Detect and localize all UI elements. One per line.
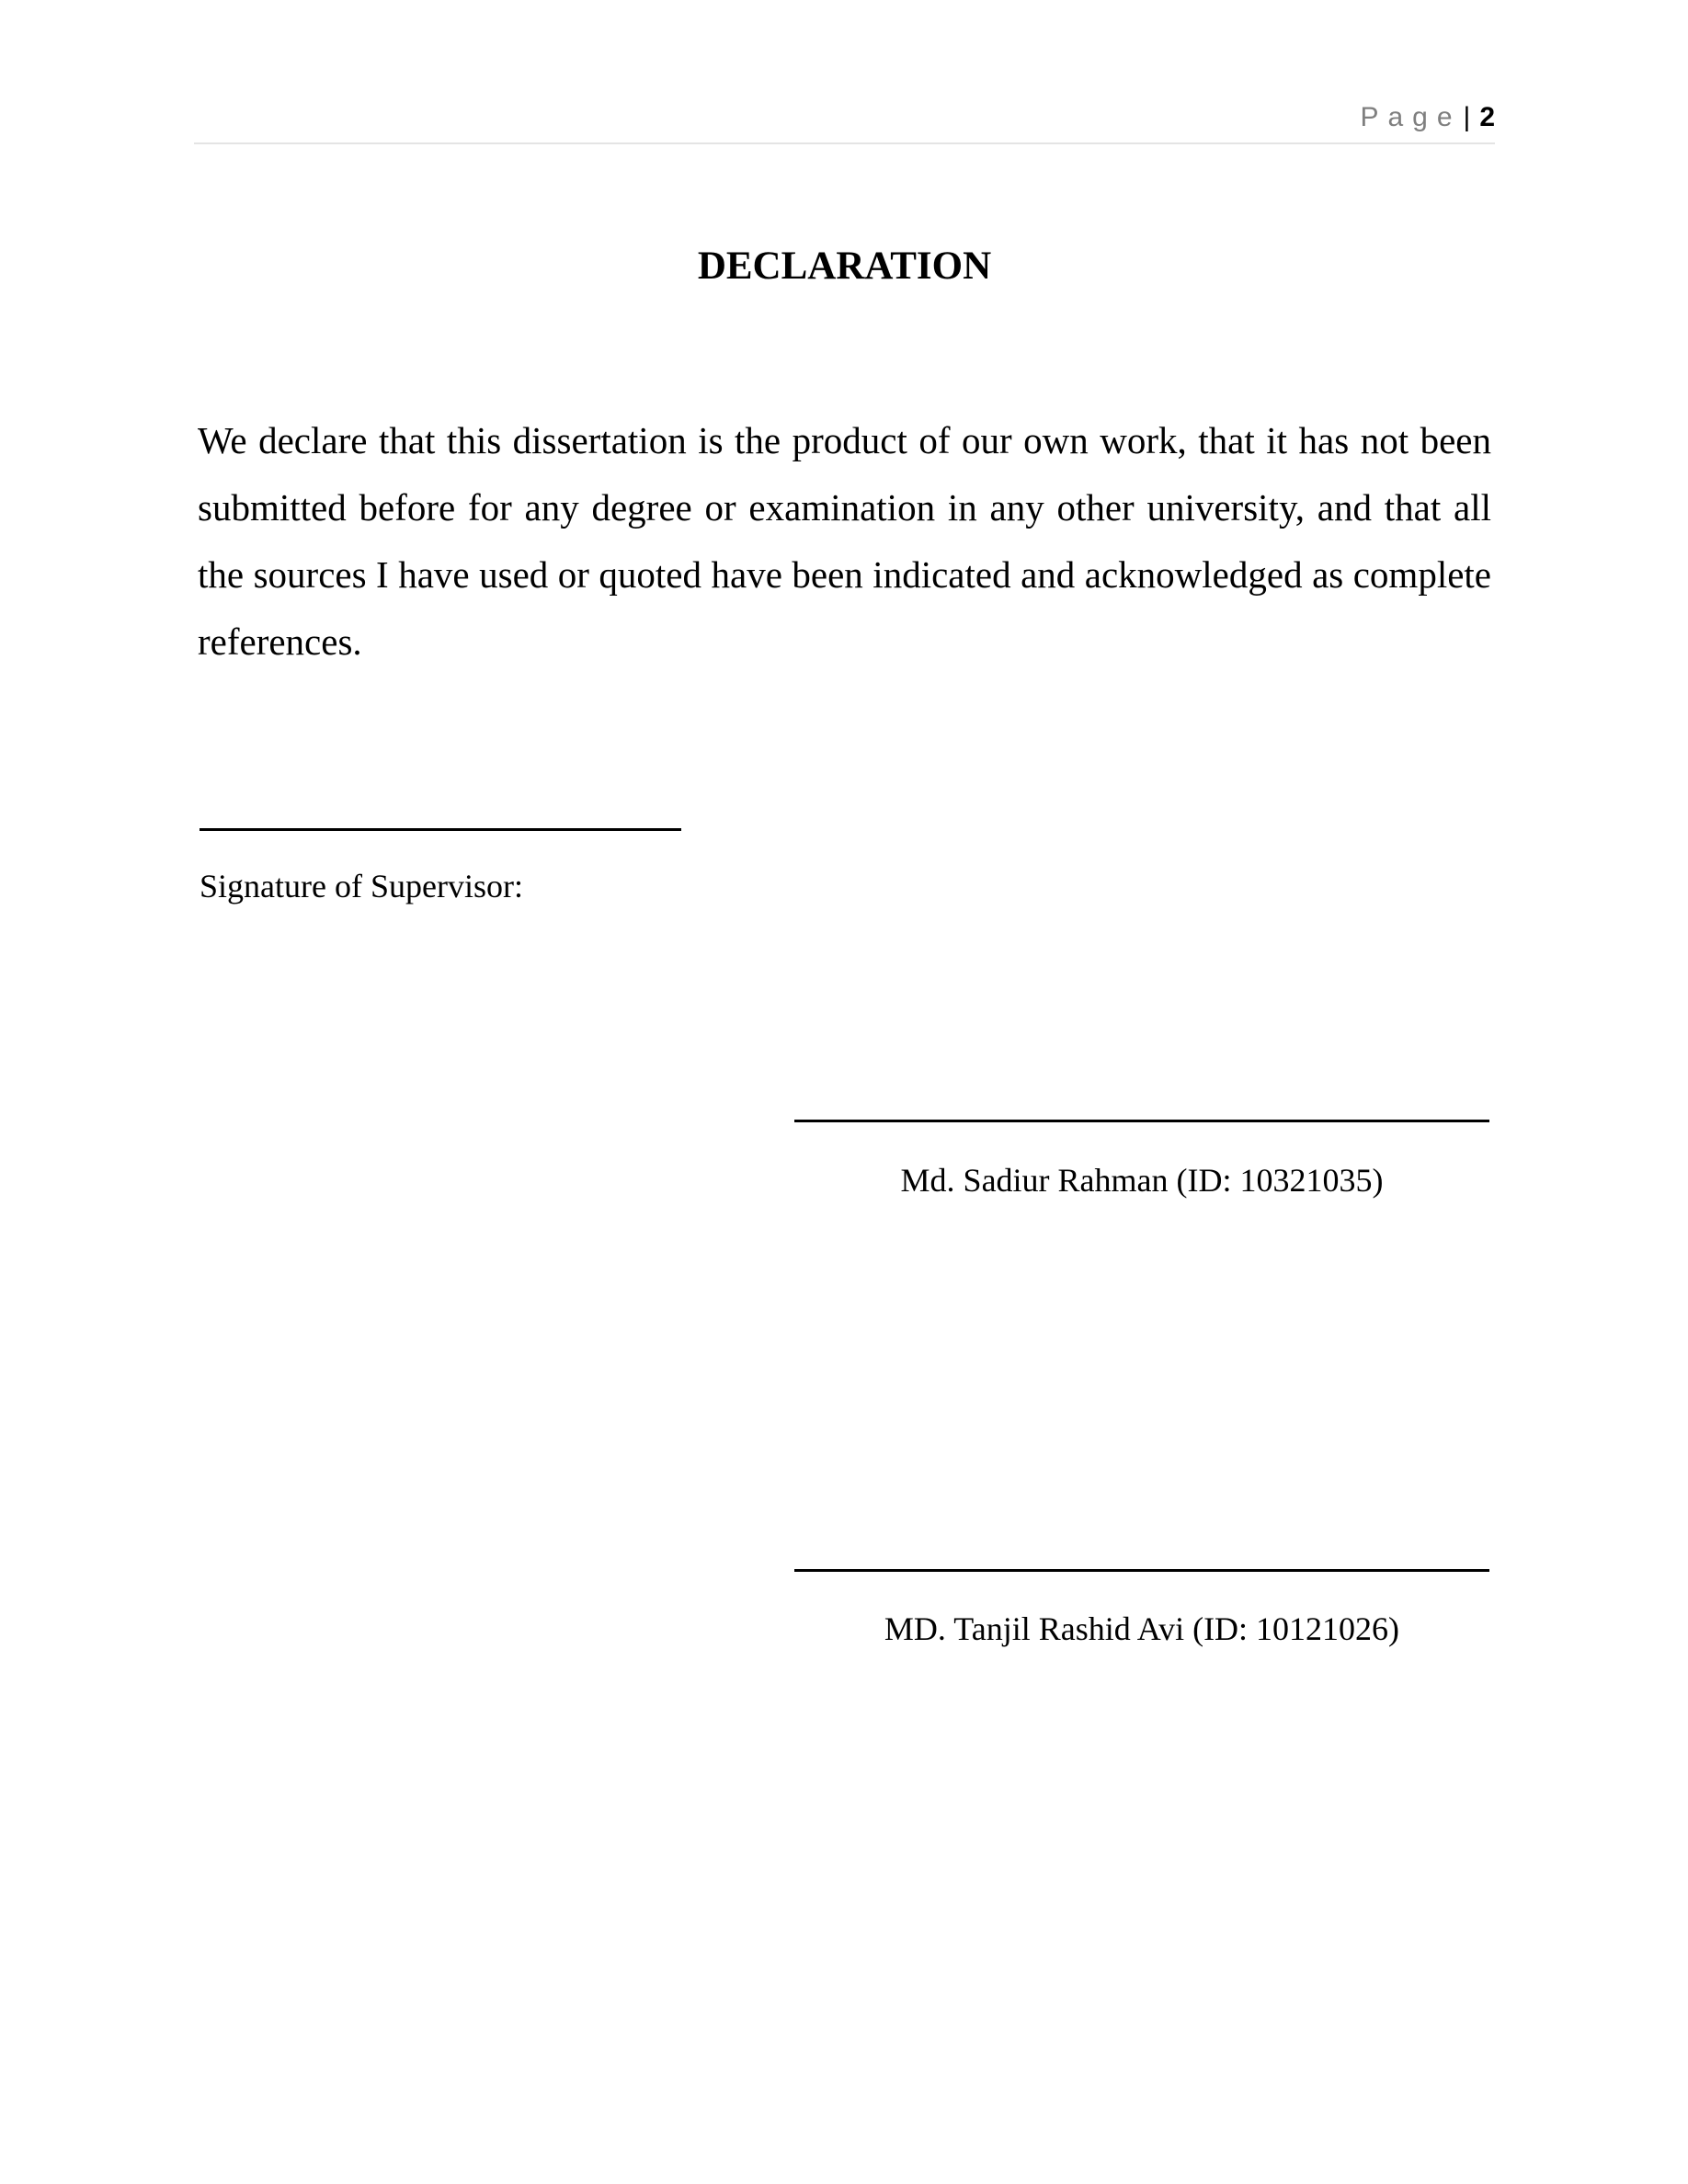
student-signature-line-2 <box>794 1569 1489 1572</box>
supervisor-signature-label: Signature of Supervisor: <box>200 868 523 904</box>
student-signature-line-1 <box>794 1120 1489 1122</box>
student-name-2: MD. Tanjil Rashid Avi (ID: 10121026) <box>884 1610 1400 1647</box>
declaration-paragraph: We declare that this dissertation is the product of our own work, that it has not been submitted before for any degree or examination in any other university, and that all the sources I have used or quoted have been indicated and acknowledged as complete references. <box>198 419 1491 663</box>
student-name-1: Md. Sadiur Rahman (ID: 10321035) <box>900 1162 1384 1199</box>
page-title: DECLARATION <box>697 245 992 288</box>
page-digit: 2 <box>1479 102 1495 132</box>
page-label: Page <box>1360 102 1462 132</box>
page-number <box>1360 101 1495 134</box>
page-separator: | <box>1463 102 1471 132</box>
supervisor-signature-line <box>200 828 681 831</box>
page-header <box>194 92 1495 144</box>
